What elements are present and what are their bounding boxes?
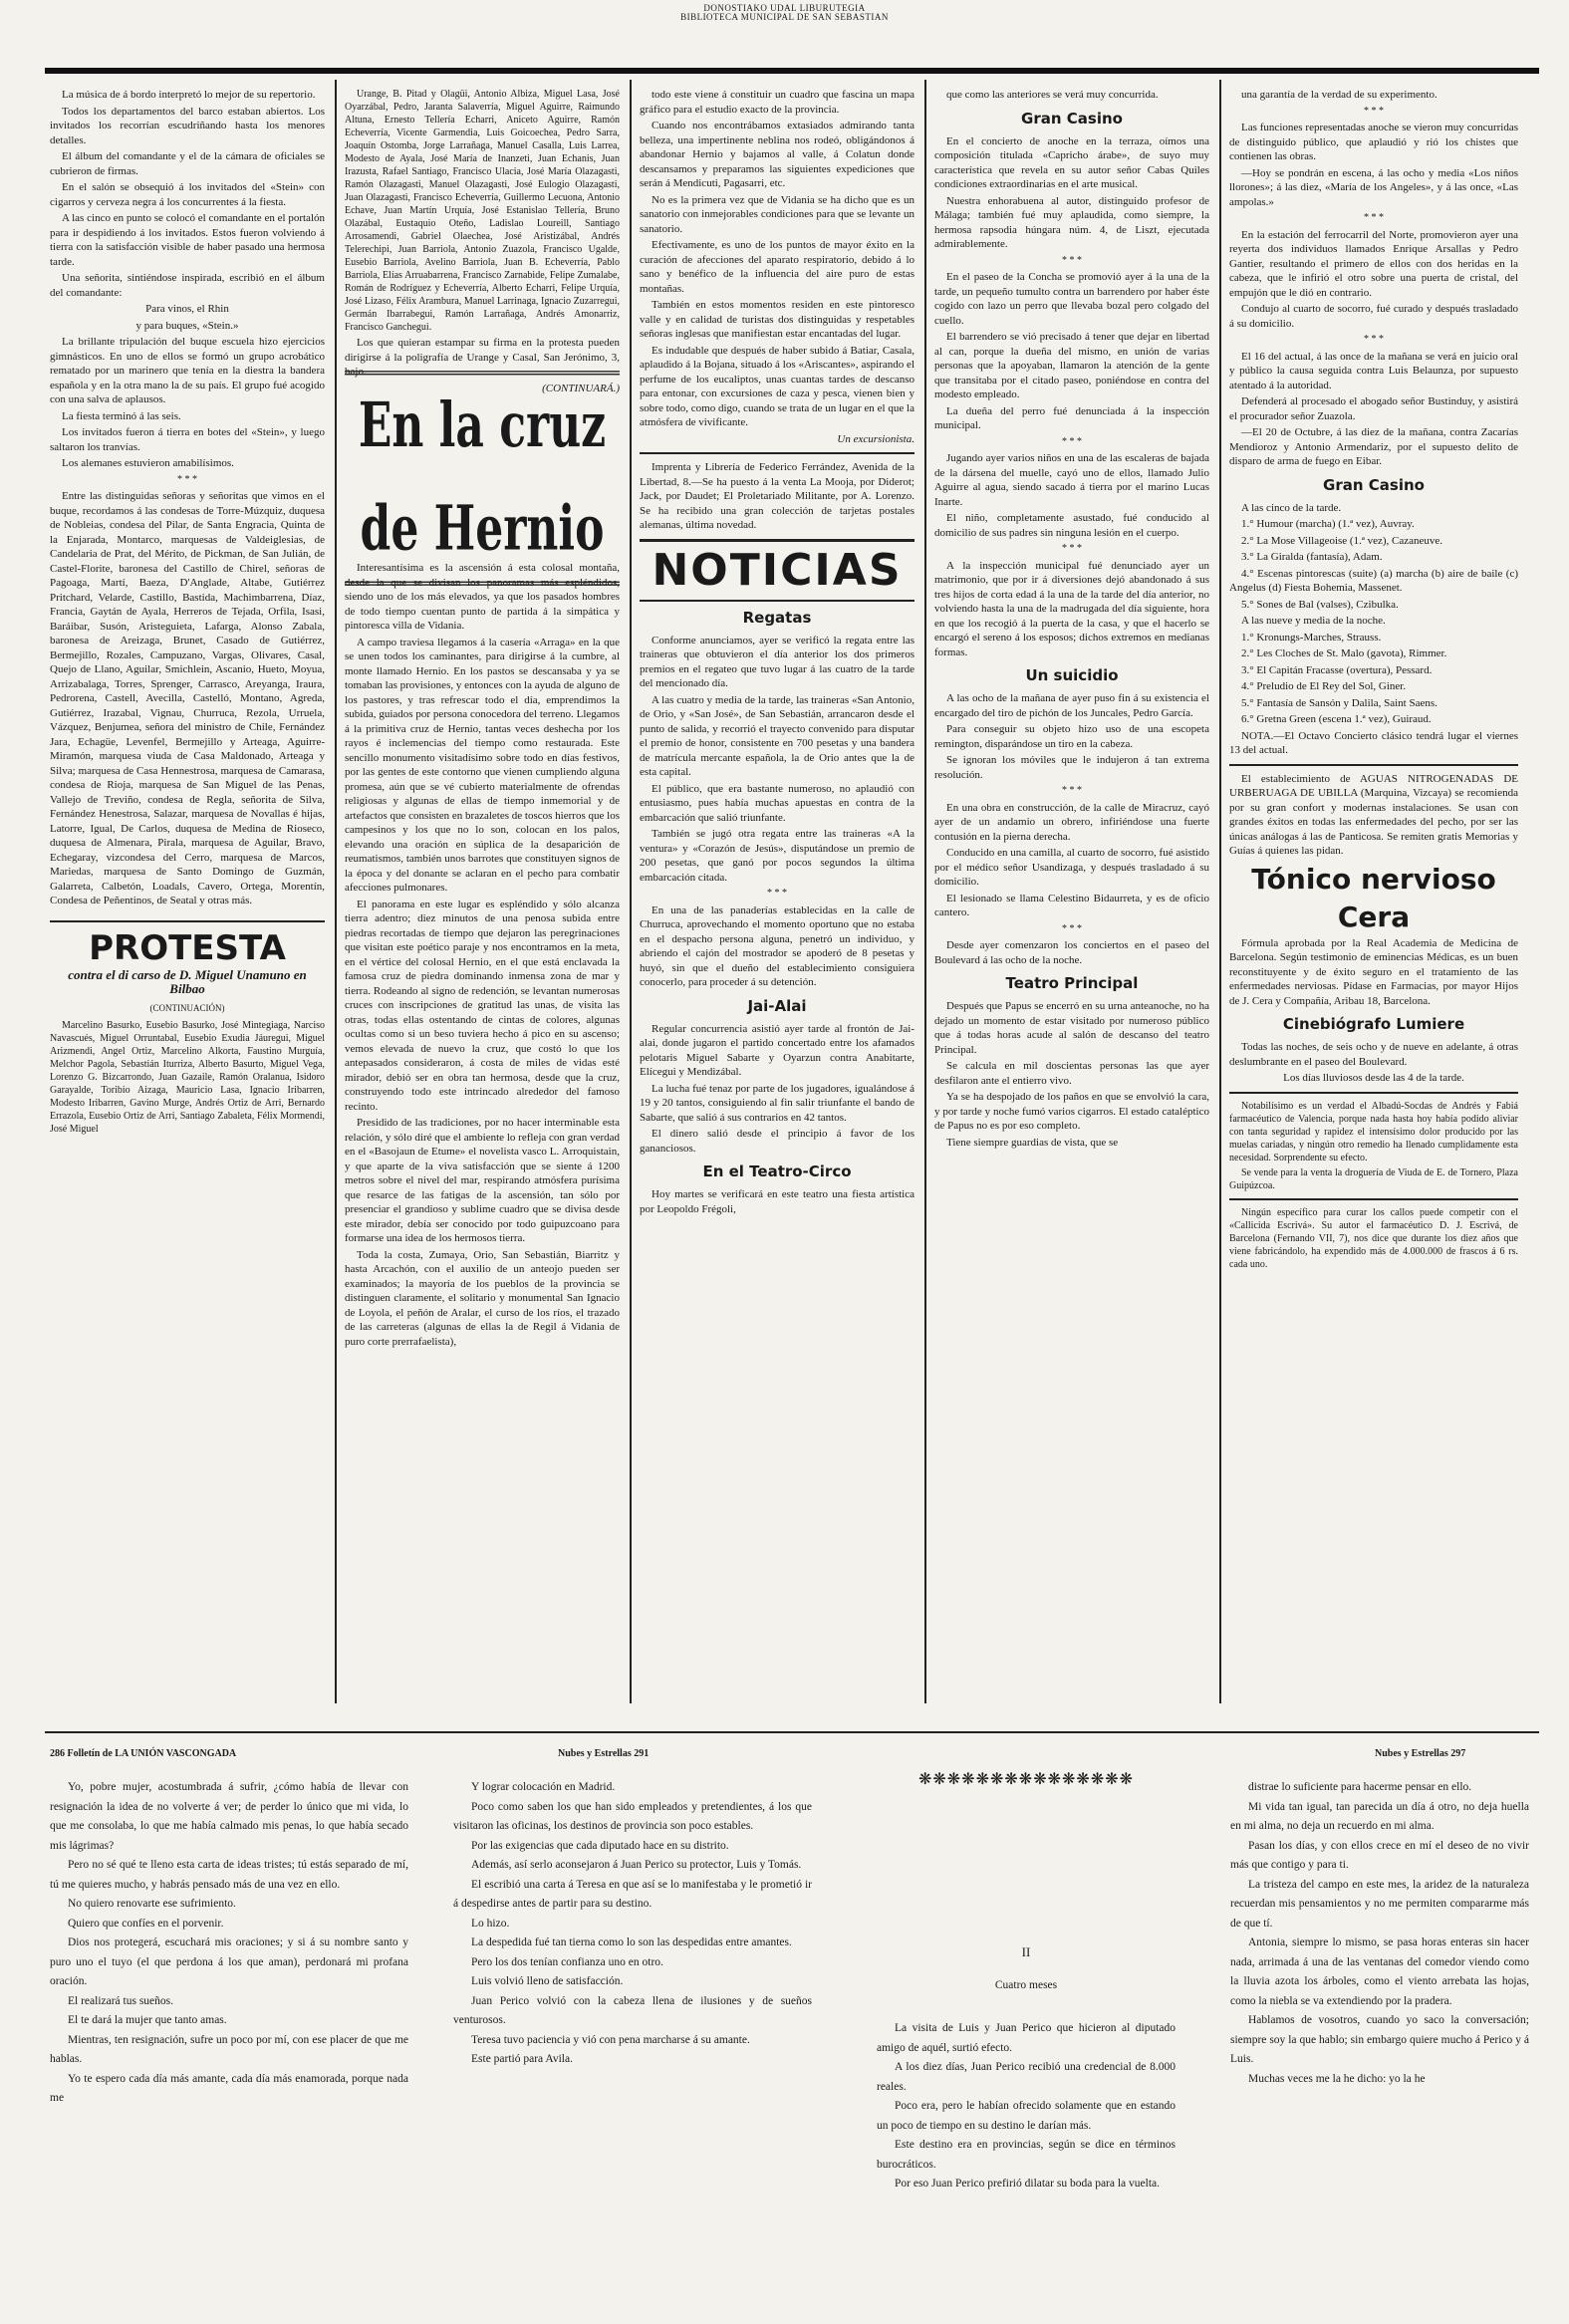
- paragraph: —El 20 de Octubre, á las diez de la mañana, contra Zacarías Mendioroz y Antonio Armendariz, por el supuesto delito de disparo de arma de fuego en Eibar.: [1229, 426, 1518, 467]
- library-stamp: [0, 4, 1569, 22]
- separator: [640, 452, 915, 454]
- paragraph: Hablamos de vosotros, cuando yo saco la conversación; siempre soy la que hablo; sin embargo quiere mucho á Perico y á Luis.: [1230, 2014, 1529, 2065]
- paragraph: Una señorita, sintiéndose inspirada, escribió en el álbum del comandante:: [50, 272, 325, 299]
- paragraph: Pero no sé qué te lleno esta carta de ideas tristes; tú estás separado de mí, tú me quieres mucho, y habrás pensado más de una vez en ello.: [50, 1859, 408, 1891]
- paragraph: A las cuatro y media de la tarde, las traineras «San Antonio, de Orio, y «San José», de San Sebastián, arrancaron desde el punto de salida, y recorrió el trayecto convenido para disputar el premio de honor, consistente en 700 pesetas y una bandera de matrícula mercante española, la de Orio antes que la de esta capital.: [640, 693, 915, 778]
- paragraph: Todos los departamentos del barco estaban abiertos. Los invitados los recorrían escudriñando hasta los menores detalles.: [50, 105, 325, 146]
- paragraph: No quiero renovarte ese sufrimiento.: [68, 1898, 236, 1910]
- program-item: 6.° Gretna Green (escena 1.ª vez), Guiraud.: [1241, 713, 1432, 725]
- separator-stars: * * *: [1062, 435, 1082, 447]
- paragraph: El niño, completamente asustado, fué conducido al domicilio de sus padres sin ninguna lesión en el cuerpo.: [934, 512, 1209, 539]
- paragraph: Nuestra enhorabuena al autor, distinguido profesor de Málaga; también fué muy aplaudida, como siempre, la hermosa rapsodia húngara núm. 4, de Liszt, ejecutada admirablemente.: [934, 194, 1209, 250]
- paragraph: Conducido en una camilla, al cuarto de socorro, fué asistido por el médico señor Usandizaga, y después trasladado á su domicilio.: [934, 847, 1209, 888]
- paragraph: distrae lo suficiente para hacerme pensar en ello.: [1248, 1781, 1472, 1793]
- paragraph: A las nueve y media de la noche.: [1241, 615, 1386, 627]
- paragraph: Defenderá al procesado el abogado señor Bustinduy, y asistirá el procurador señor Zuazola.: [1229, 395, 1518, 422]
- paragraph: Muchas veces me la he dicho: yo la he: [1248, 2072, 1426, 2085]
- paragraph: —Hoy se pondrán en escena, á las ocho y media «Los niños llorones»; á las diez, «María de los Angeles», y á las once, «Las ampolas.»: [1229, 166, 1518, 208]
- advertisement: Ningún específico para curar los callos puede competir con el «Callicida Escrivá». Su autor el farmacéutico D. J. Escrivá, de Barcelona (Fernando VII, 7), nos dice que durante los diez años que viene fabricándolo, ha expendido más de 4.000.000 de frascos á 6 rs. cada uno.: [1229, 1206, 1518, 1270]
- article-title: En la cruz de Hernio: [345, 371, 620, 586]
- paragraph: Por eso Juan Perico prefirió dilatar su boda para la vuelta.: [895, 2178, 1161, 2190]
- paragraph: Teresa tuvo paciencia y vió con pena marcharse á su amante.: [471, 2033, 750, 2046]
- paragraph: Conforme anunciamos, ayer se verificó la regata entre las traineras que obtuvieron el día anterior los dos primeros premios en el regateo que tuvo lugar á las cuatro de la tarde del mencionado día.: [640, 634, 915, 689]
- folletin-header-right: Nubes y Estrellas 291: [558, 1748, 650, 1759]
- paragraph: A campo traviesa llegamos á la casería «Arraga» en la que se unen todos los caminantes, para dirigirse á la cumbre, al monte llamado Hernio. En los pastos se descansaba y ya se tomaban las provisiones, y entonces con la ayuda de alguno de los pastores, y tras refrescar todo el día, emprendimos la subida, guiados por persona conocedora del terreno. Llegamos á la primitiva cruz de Hernio, tantas veces deshecha por los rayos é inclemencias del tiempo como restaurada. Este sencillo monumento visitadísimo sobre todo en días festivos, por las gentes de este contorno que vienen cumpliendo alguna promesa, aún que se vé cubierto materialmente de ofrendas religiosas y algunas de ellas de tiempo inmemorial y de artefactos que consisten en brazaletes de toscos hierros que los campesinos y los que no lo son, colocan en los palos, elevando una oración en súplica de la desaparición de reumatismos, también unos barrotes que constituyen signos de la época y del donante se aclaran en el pecho para combatir afecciones pulmonares.: [345, 636, 620, 894]
- paragraph: todo este viene á constituir un cuadro que fascina un mapa gráfico para el estudio exacto de la provincia.: [640, 89, 915, 116]
- paragraph: En la estación del ferrocarril del Norte, promovieron ayer una reyerta dos individuos llamados Enrique Arsallas y Pedro Gantier, resultando el primero de ellos con dos heridas en la cabeza, que le infirió el otro sobre una puerta de cristal, del empujón que le dió en contrario.: [1229, 228, 1518, 299]
- paragraph: Poco como saben los que han sido empleados y pretendientes, á los que visitaron las oficinas, los destinos de provincia son poco estables.: [453, 1800, 812, 1832]
- advertisement: Notabilísimo es un verdad el Albadú-Socdas de Andrés y Fabiá farmacéutico de Valencia, porque nada hasta hoy había podido aliviar con tanta seguridad y rapidez el intensísimo dolor producido por las muelas cariadas, y ningún otro remedio ha llenado cumplidamente esta necesidad. Sorprendente su efecto.: [1229, 1100, 1518, 1163]
- program-item: 3.° La Giralda (fantasía), Adam.: [1241, 551, 1383, 563]
- paragraph: Jugando ayer varios niños en una de las escaleras de bajada de la dársena del muelle, cayó uno de ellos, llamado Julio Aguirre al agua, siendo sacado á tierra por el marino Lucas Inarte.: [934, 452, 1209, 508]
- separator: [1229, 1092, 1518, 1094]
- paragraph: Los alemanes estuvieron amabilísimos.: [62, 457, 234, 469]
- paragraph: El 16 del actual, á las once de la mañana se verá en juicio oral y público la causa seguida contra Luis Belaunza, por supuesto atentado á la autoridad.: [1229, 350, 1518, 391]
- paragraph: La dueña del perro fué denunciada á la inspección municipal.: [934, 404, 1209, 431]
- separator-stars: * * *: [177, 473, 197, 485]
- column-4: [934, 88, 1209, 1701]
- paragraph: La visita de Luis y Juan Perico que hicieron al diputado amigo de aquél, surtió efecto.: [877, 2022, 1176, 2054]
- paragraph: La tristeza del campo en este mes, la aridez de la naturaleza recuerdan mis pensamientos y no me permiten compararme más de que tí.: [1230, 1878, 1529, 1930]
- paragraph: Poco era, pero le habían ofrecido solamente que en estando un poco de tiempo en su destino le darían más.: [877, 2100, 1176, 2132]
- paragraph: En el salón se obsequió á los invitados del «Stein» con cigarros y cerveza negra á los concurrentes á la fiesta.: [50, 181, 325, 208]
- paragraph: Regular concurrencia asistió ayer tarde al frontón de Jai-alai, donde jugaron el partido concertado entre los afamados pelotaris Miguel Sabarte y Oyarzun contra Anabitarte, Elícegui y Mendizábal.: [640, 1022, 915, 1078]
- paragraph: Este destino era en provincias, según se dice en términos burocráticos.: [877, 2139, 1176, 2171]
- paragraph: A las cinco de la tarde.: [1241, 501, 1342, 514]
- column-rule: [630, 80, 632, 1703]
- signature: Un excursionista.: [837, 432, 915, 445]
- paragraph: También se jugó otra regata entre las traineras «A la ventura» y «Corazón de Jesús», disputándose un premio de 200 pesetas, que ganó por pocos segundos la última embarcación citada.: [640, 828, 915, 884]
- paragraph: La fiesta terminó á las seis.: [62, 409, 181, 422]
- section-title: Jai-Alai: [747, 996, 807, 1015]
- separator-stars: * * *: [1062, 254, 1082, 266]
- paragraph: Ya se ha despojado de los paños en que se envolvió la cara, y por tarde y noche fumó varios cigarros. El estado cataléptico de Papus no es por eso completo.: [934, 1091, 1209, 1132]
- paragraph: La despedida fué tan tierna como lo son las despedidas entre amantes.: [471, 1937, 792, 1948]
- paragraph: El te dará la mujer que tanto amas.: [68, 2014, 227, 2026]
- section-title: Regatas: [742, 608, 812, 627]
- continuara: (CONTINUARÁ.): [542, 382, 620, 394]
- paragraph: Los días lluviosos desde las 4 de la tarde.: [1283, 1072, 1464, 1084]
- paragraph: Condujo al cuarto de socorro, fué curado y después trasladado á su domicilio.: [1229, 303, 1518, 330]
- paragraph: El panorama en este lugar es espléndido y sólo alcanza tierra adentro; diez minutos de una penosa subida entre piedras recortadas de tiempo que dejaron las peregrinaciones que visitan este poético paraje y nos encontramos en la meta, en el vértice del colosal Hernio, en el que está enclavada la famosa cruz de piedra dominando inmensa zona de mar y tierra. Rodeando al signo de redención, se levantan numerosas cruces con inscripciones de gratitud las unas, de visita las otras, todas ellas ostentando de cintas de colores, algunas ocultas como si un beso tuviera hecho á pico en su ascenso; vemos elevada de nuevo la cruz, que costó lo que los antepasados consideraron, á costa de miles de vidas esté mirador, debió ser en obra tan hermosa, desde que la cruz, construyendo todo este intrincado alrededor del famoso recinto.: [345, 898, 620, 1113]
- advertisement: El establecimiento de AGUAS NITROGENADAS DE URBERUAGA DE UBILLA (Marquina, Vizcaya) se recomienda por su gran confort y modernas instalaciones. Se usan con grandes éxitos en todas las enfermedades del pecho, por ser las únicas análogas á las de Panticosa. Se remiten gratis Memorias y Guías á quienes las pidan.: [1229, 772, 1518, 857]
- noticias-headline: NOTICIAS: [640, 539, 915, 602]
- advertisement: Fórmula aprobada por la Real Academia de Medicina de Barcelona. Según testimonio de eminencias Médicas, es un buen reconstituyente y de éxito seguro en el tratamiento de las enfermedades nerviosas. Pídase en Farmacias, por mayor Hijos de J. Cera y Compañía, Aribau 18, Barcelona.: [1229, 936, 1518, 1007]
- paragraph: NOTA.—El Octavo Concierto clásico tendrá lugar el viernes 13 del actual.: [1229, 729, 1518, 756]
- paragraph: Por las exigencias que cada diputado hace en su distrito.: [471, 1839, 729, 1852]
- stamp-line-2: BIBLIOTECA MUNICIPAL DE SAN SEBASTIAN: [680, 12, 889, 22]
- separator-stars: * * *: [1364, 105, 1384, 117]
- paragraph: Efectivamente, es uno de los puntos de mayor éxito en la curación de afecciones del aparato respiratorio, debido á lo sano y benéfico de la influencia del aire puro de estas montañas.: [640, 239, 915, 295]
- paragraph: En una de las panaderías establecidas en la calle de Churruca, aprovechando el momento oportuno que no estaba en el despacho persona alguna, penetró un individuo, y abriendo el cajón del mostrador se apoderó de 8 pesetas y huyó, sin que el dueño del establecimiento consiguiera conocerlo, para proceder á su detención.: [640, 904, 915, 988]
- column-2: [345, 88, 620, 1701]
- ad-title: Tónico nervioso Cera: [1251, 862, 1496, 933]
- stamp-line-1: DONOSTIAKO UDAL LIBURUTEGIA: [703, 3, 866, 13]
- program-item: 5.° Sones de Bal (valses), Czibulka.: [1241, 598, 1399, 611]
- folletin-rule: [45, 1731, 1539, 1733]
- column-rule: [924, 80, 926, 1703]
- protesta-continuation: (CONTINUACIÓN): [149, 1002, 225, 1013]
- paragraph: Todas las noches, de seis ocho y de nueve en adelante, á otras deslumbrante en el paseo del Boulevard.: [1229, 1041, 1518, 1068]
- paragraph: No es la primera vez que de Vidania se ha dicho que es un sanatorio con inmejorables condiciones para que se levante un sanatorio.: [640, 193, 915, 235]
- paragraph: Interesantísima es la ascensión á esta colosal montaña, desde la que se divisan los panoramas más espléndidos, siendo uno de los más elevados, ya que los pasados hombres de todo tiempo cuentan punto de partida á la simpática y pintoresca villa de Vidania.: [345, 562, 620, 632]
- folletin-header-right-2: Nubes y Estrellas 297: [1375, 1748, 1466, 1759]
- paragraph: También en estos momentos residen en este pintoresco valle y en calidad de turistas dos distinguidas y respetables señoras inglesas que manifiestan estar encantadas del lugar.: [640, 299, 915, 340]
- advertisement: Se vende para la venta la droguería de Viuda de E. de Tornero, Plaza Guipúzcoa.: [1229, 1166, 1518, 1191]
- paragraph: Juan Perico volvió con la cabeza llena de ilusiones y de sueños venturosos.: [453, 1994, 812, 2026]
- paragraph: La música de á bordo interpretó lo mejor de su repertorio.: [62, 89, 316, 101]
- paragraph: Se calcula en mil doscientas personas las que ayer desfilaron ante el entierro vivo.: [934, 1060, 1209, 1087]
- paragraph: A las ocho de la mañana de ayer puso fin á su existencia el encargado del tiro de pichón de los Juncales, Pedro García.: [934, 692, 1209, 719]
- column-5: [1229, 88, 1518, 1701]
- paragraph: Para conseguir su objeto hizo uso de una escopeta remington, disparándose un tiro en la cabeza.: [934, 723, 1209, 750]
- paragraph: A las cinco en punto se colocó el comandante en el portalón para ir despidiendo á los invitados. Estos fueron volviendo á tierra con la satisfacción visible de haber pasado una hermosa tarde.: [50, 212, 325, 268]
- paragraph: Entre las distinguidas señoras y señoritas que vimos en el buque, recordamos á las condesas de Torre-Múzquiz, duquesa de Nobleias, condesa del Pilar, de Santa Engracia, Quinta de la Enjarada, Montarco, marquesas de Valdeiglesias, de Candelaria de Prat, del Mérito, de Pickman, de San Julián, de Castel-Florite, baronesa del Castillo de Chirel, señoras de Pagoaga, Martí, Baeza, D'Anglade, Altabe, Gutiérrez Pritchard, Velarde, Castillo, Bastida, Machimbarrena, Díaz, Francia, Gaytán de Ayala, Herreros de Tejada, Orfila, Isasi, Baráibar, Susón, Aristeguieta, Lafarga, Alonso Zabala, baronesa de Areizaga, Brunet, Casado de Gutiérrez, Bermejillo, Rozales, Campuzano, Vargas, Olivares, Casal, Quejo de Llano, Aguilar, Smichlein, Ascanio, Hueto, Moyua, Arrizabalaga, Torres, Sprenger, Carrasco, Areyanga, Iraura, Pedrorena, Castell, Avecilla, Castelló, Montano, Agreda, Gutiérrez, Irazabal, Vignau, Churruca, Rezola, Urruela, Vázquez, Benjumea, señora del ministro de Chile, Fernández Jara, Echagüe, Levenfel, Bermejillo y Arteaga, Aguirre-Miramón, marquesa viuda de Casa Maldonado, Arteaga y Silva; marquesa de Casa Hennestrosa, marquesa de Camarasa, condesa de Rioja, marquesa de San Miguel de las Penas, Vallejo de Treviño, condesa de Regla, señorita de Silva, Fernández Henestrosa, Salazar, marquesa de Novallas é hijas, Latorre, Igual, De Carlos, duquesa de Medina de Rioseco, duquesa de Almenara, Pirala, marquesa de Aguilar, Bravo, Echegaray, vizcondesa del Cerro, marquesa de Marcos, Mariedas, marquesa de Santo Domingo de Guzmán, Galarreta, Calbetón, Loadals, Cavero, Ortega, Morentín, Condesa de Peñentinos, de Seatal y otras más.: [50, 490, 325, 906]
- paragraph: El público, que era bastante numeroso, no aplaudió con entusiasmo, pues había muchas apuestas en contra de la embarcación que salió triunfante.: [640, 782, 915, 824]
- section-title: Gran Casino: [1323, 475, 1425, 494]
- paragraph: En una obra en construcción, de la calle de Miracruz, cayó ayer de un andamio un obrero, infiriéndose una fuerte contusión en la pierna derecha.: [934, 801, 1209, 843]
- folletin-ornament: ❋❋❋❋❋❋❋❋❋❋❋❋❋❋❋: [917, 1771, 1135, 1788]
- paragraph: La lucha fué tenaz por parte de los jugadores, igualándose á 19 y 20 tantos, consiguiendo al fin salir triunfante el bando de Sabarte, que salió á sus contrarios en 42 tantos.: [640, 1082, 915, 1124]
- paragraph: Yo, pobre mujer, acostumbrada á sufrir, ¿cómo había de llevar con resignación la idea de no volverte á ver; de perder lo único que mi vida, lo que me consolaba, lo que me había calmado mis penas, lo que había secado mis lágrimas?: [50, 1781, 408, 1852]
- paragraph: El lesionado se llama Celestino Bidaurreta, y es de oficio cantero.: [934, 892, 1209, 918]
- paragraph: Presidido de las tradiciones, por no hacer interminable esta relación, y sólo diré que el ambiente lo refleja con gran verdad en el «Basojaun de Etume» el novelista vasco L. Arroquistain, y que aparte de la viva satisfacción que se siente á 1200 metros sobre el nivel del mar, respirando atmósfera purísima que resarce de las fatigas de la ascensión, tan sólo por presenciar el grandioso y sublime cuadro que se divisa desde este mirador, debía ser conocido por todo guipuzcoano para formarse una idea de los hermosos tierra.: [345, 1117, 620, 1244]
- paragraph: Mi vida tan igual, tan parecida un día á otro, no deja huella en mi alma, no deja un recuerdo en mi alma.: [1230, 1800, 1529, 1832]
- section-title: Un suicidio: [1025, 666, 1119, 684]
- separator-stars: * * *: [767, 888, 787, 899]
- protesta-headline: PROTESTA: [50, 920, 325, 968]
- paragraph: Y lograr colocación en Madrid.: [471, 1781, 616, 1793]
- paragraph: El barrendero se vió precisado á tener que dejar en libertad al can, porque la dueña del mismo, en unión de varias personas que la apoyaban, llamaron la atención de la gente que transitaba por el citado paseo, poniéndose en contra del modesto empleado.: [934, 331, 1209, 400]
- separator: [1229, 1198, 1518, 1200]
- paragraph: Desde ayer comenzaron los conciertos en el paseo del Boulevard á las ocho de la noche.: [934, 939, 1209, 966]
- paragraph: En el paseo de la Concha se promovió ayer á la una de la tarde, un pequeño tumulto contra un barrendero por haber éste cogido con lazo un perro que llevaba bozal pero colgado del cuello.: [934, 271, 1209, 327]
- folletin-column-4: [1230, 1778, 1529, 2316]
- paragraph: Después que Papus se encerró en su urna anteanoche, no ha dejado un momento de estar visitado por numeroso público que á todas horas acude al salón de descanso del teatro Principal.: [934, 1000, 1209, 1056]
- program-item: 1.° Kronungs-Marches, Strauss.: [1241, 631, 1382, 644]
- folletin-column-2: [453, 1778, 812, 2316]
- program-item: 3.° El Capitán Fracasse (overtura), Pessard.: [1241, 663, 1433, 676]
- paragraph: El álbum del comandante y el de la cámara de oficiales se cubrieron de firmas.: [50, 150, 325, 177]
- separator-stars: * * *: [1062, 785, 1082, 796]
- paragraph: En el concierto de anoche en la terraza, oímos una composición titulada «Capricho árabe», de suyo muy característica que revela en su autor señor Cabas Quiles condiciones extraordinarias en el arte musical.: [934, 134, 1209, 190]
- section-title: Gran Casino: [1021, 109, 1123, 128]
- paragraph: Se ignoran los móviles que le indujeron á tan extrema resolución.: [934, 754, 1209, 781]
- section-title: Cinebiógrafo Lumiere: [1282, 1015, 1465, 1033]
- paragraph: Hoy martes se verificará en este teatro una fiesta artística por Leopoldo Frégoli,: [640, 1188, 915, 1215]
- paragraph: El escribió una carta á Teresa en que así se lo manifestaba y le prometió ir á despedirse antes de partir para su destino.: [453, 1878, 812, 1910]
- paragraph: A los diez días, Juan Perico recibió una credencial de 8.000 reales.: [877, 2061, 1176, 2093]
- paragraph: Mientras, ten resignación, sufre un poco por mí, con ese placer de que me hablas.: [50, 2033, 408, 2065]
- verse-line: y para buques, «Stein.»: [135, 319, 239, 332]
- program-item: 1.° Humour (marcha) (1.ª vez), Auvray.: [1241, 518, 1415, 530]
- paragraph: Tiene siempre guardias de vista, que se: [946, 1136, 1119, 1149]
- paragraph: El dinero salió desde el principio á favor de los gananciosos.: [640, 1128, 915, 1155]
- paragraph: El realizará tus sueños.: [68, 1994, 174, 2007]
- paragraph: Los que quieran estampar su firma en la protesta pueden dirigirse á la poligrafía de Urange y Casal, San Jerónimo, 3, bajo.: [345, 337, 620, 378]
- paragraph: Cuando nos encontrábamos extasiados admirando tanta belleza, una impertinente neblina nos rodeó, obligándonos á abandonar Hernio y bajamos al valle, á Colatun donde descansamos y preparamos las siguientes expediciones que serán á Mendicuti, Pagasarri, etc.: [640, 120, 915, 189]
- column-3: [640, 88, 915, 1701]
- paragraph: una garantía de la verdad de su experimento.: [1241, 89, 1438, 101]
- folletin-header-left: 286 Folletín de LA UNIÓN VASCONGADA: [50, 1748, 237, 1759]
- program-item: 2.° La Mose Villageoise (1.ª vez), Cazaneuve.: [1241, 534, 1443, 547]
- program-item: 5.° Fantasía de Sansón y Dalila, Saint Saens.: [1241, 696, 1438, 709]
- separator-stars: * * *: [1062, 922, 1082, 934]
- paragraph: Quiero que confíes en el porvenir.: [68, 1917, 224, 1930]
- separator-stars: * * *: [1364, 212, 1384, 223]
- top-rule: [45, 68, 1539, 74]
- paragraph: Antonia, siempre lo mismo, se pasa horas enteras sin hacer nada, arrimada á una de las ventanas del comedor viendo como la lluvia azota los árboles, como el viento arrebata las hojas, como la niebla se va extendiendo por la pradera.: [1230, 1937, 1529, 2007]
- paragraph: Las funciones representadas anoche se vieron muy concurridas de distinguido público, que aplaudió y rió los chistes que contienen las obras.: [1229, 122, 1518, 162]
- paragraph: Es indudable que después de haber subido á Batiar, Casala, aplaudido á la Bojana, situado á los «Ariscantes», aspirando el perfume de los eucaliptos, unas cuantas tardes de descanso para entonar, con excursiones de caza y pesca, vienen bien y sobre todo, como digo, cuando se trata de un lugar en el que la atmósfera de vivificante.: [640, 344, 915, 428]
- column-rule: [335, 80, 337, 1703]
- advertisement: Imprenta y Librería de Federico Ferrández, Avenida de la Libertad, 8.—Se ha puesto á la venta La Mooja, por Diderot; Jack, por Daudet; El Proletariado Militante, por A. Lorenzo. Se ha recibido una gran colección de tarjetas postales alemanas, última novedad.: [640, 461, 915, 531]
- paragraph: Lo hizo.: [471, 1917, 510, 1930]
- paragraph: Pasan los días, y con ellos crece en mí el deseo de no vivir más que contigo y para ti.: [1230, 1839, 1529, 1871]
- paragraph: Marcelino Basurko, Eusebio Basurko, José Mintegiaga, Narciso Navascués, Miguel Orruntabal, Eusebio Exudia Jáuregui, Miguel Arizmendi, Angel Ortiz, Marcelino Alkorta, Faustino Murguía, Melchor Pagola, Sebastián Iturriza, Alberto Basurto, Miguel Vega, Lorenzo G. Bizcarrondo, Juan Gazaile, Ramón Oralanua, Isidoro Garayalde, Toribio Aizaga, Mauricio Lasa, Ignacio Iribarren, Modesto Iribarren, Gavino Murge, Andrés Ortiz de Arri, Bernardo Errazola, Eusebio Ortiz de Arri, Santiago Zabaleta, Félix Mormendi, José Miguel: [50, 1020, 325, 1135]
- paragraph: La brillante tripulación del buque escuela hizo ejercicios gimnásticos. En uno de ellos se formó un grupo acrobático rematado por un marinero que tenía en la diestra la bandera española y en la otra mano la de su país. El grupo fué acogido con una salva de aplausos.: [50, 336, 325, 405]
- separator-stars: * * *: [1062, 543, 1082, 554]
- verse-line: Para vinos, el Rhin: [145, 303, 229, 315]
- paragraph: Yo te espero cada día más amante, cada día más enamorada, porque nada me: [50, 2072, 408, 2104]
- paragraph: Pero los dos tenían confianza uno en otro.: [471, 1955, 663, 1968]
- program-item: 2.° Les Cloches de St. Malo (gavota), Rimmer.: [1241, 647, 1447, 659]
- paragraph: Los invitados fueron á tierra en botes del «Stein», y luego saltaron los tranvías.: [50, 426, 325, 453]
- paragraph: Toda la costa, Zumaya, Orio, San Sebastián, Biarritz y hasta Arcachón, con el auxilio de un anteojo pueden ser examinados; la mayoría de los pueblos de la provincia se distinguen claramente, el solitario y monumental San Ignacio de Loyola, el peñón de Aralar, el curso de los ríos, el trazado de las carreteras (algunas de ellas la de Regil á Vidania de puro corte prerrafaelista),: [345, 1248, 620, 1348]
- paragraph: Urange, B. Pitad y Olagüi, Antonio Albiza, Miguel Lasa, José Oyarzábal, Pedro, Jaranta Salaverría, Miguel Aguirre, Raimundo Altuna, Ernesto Tellería Echarri, Aniceto Aguirre, Ramón Echeverría, Vicente Garmendia, Luis Goicoechea, Pedro Sarra, Joaquín Ostomba, Jorge Larrañaga, Manuel Casalla, Luis Larrea, Modesto de Ayala, José María de Inanzeti, Juan Echanis, Juan Irazusta, Rafael Santiago, Francisco Ulacia, José María Olazagasti, Ramón Olazagasti, Manuel Olazagasti, José Eulogio Olazagasti, Juan Olazagasti, Francisco Echeverría, Guillermo Lecuona, Antonio Echave, Juan Martín Urquía, José Estanislao Tellería, Bruno Olazábal, Eustaquio Oteño, Ladislao Loureill, Santiago Arrosamendi, Gabriel Olaechea, José Aristizábal, Andrés Telerechipi, Juan Barriola, Antonio Zuazola, Francisco Ugalde, Eusebio Barriola, Avelino Barriola, Juan B. Echeverría, Pablo Barriola, Elías Arruabarrena, Francisco Zarnabide, Felipe Zumalabe, Román de Rodríguez y Echeverría, Alberto Echarri, Felipe Urquía, José Lizaso, Félix Arambura, Manuel Larrinaga, Ignacio Zuzarregui, Germán Ibarrabegui, Ramón Larrañaga, Andrés Amonarriz, Francisco Ganchegui.: [345, 89, 620, 333]
- chapter-number: II: [1021, 1944, 1031, 1959]
- paragraph: A la inspección municipal fué denunciado ayer un matrimonio, que por ir á diversiones dejó abandonado á sus tres hijos de corta edad á la una de la tarde del día anterior, no volviendo hasta la una de la madrugada del día siguiente, hora en que los recogió á la puerta de la casa, y que el hacerlo se encargó el sereno á los esposos; dichos extremos en medianas formas.: [934, 559, 1209, 658]
- section-title: Teatro Principal: [1005, 974, 1139, 992]
- separator: [1229, 764, 1518, 766]
- separator-stars: * * *: [1364, 334, 1384, 345]
- protesta-subtitle: contra el di carso de D. Miguel Unamuno en Bilbao: [68, 966, 307, 996]
- paragraph: Dios nos protegerá, escuchará mis oraciones; y si á su nombre santo y puro uno el tuyo (el que perdona á los que aman), perdonará mi profana oración.: [50, 1937, 408, 1987]
- folletin-column-3: [877, 1942, 1176, 2311]
- paragraph: Además, así serlo aconsejaron á Juan Perico su protector, Luis y Tomás.: [471, 1859, 802, 1871]
- paragraph: Luis volvió lleno de satisfacción.: [471, 1975, 624, 1987]
- program-item: 4.° Escenas pintorescas (suite) (a) marcha (b) aire de baile (c) Angelus (d) Fiesta Bohemia, Massenet.: [1229, 567, 1518, 594]
- chapter-title: Cuatro meses: [994, 1978, 1058, 1991]
- section-title: En el Teatro-Circo: [702, 1162, 852, 1180]
- column-1: [50, 88, 325, 1701]
- folletin-column-1: [50, 1778, 408, 2316]
- column-rule: [1219, 80, 1221, 1703]
- program-item: 4.° Preludio de El Rey del Sol, Giner.: [1241, 680, 1407, 692]
- paragraph: que como las anteriores se verá muy concurrida.: [946, 89, 1159, 101]
- paragraph: Este partió para Avila.: [471, 2053, 573, 2065]
